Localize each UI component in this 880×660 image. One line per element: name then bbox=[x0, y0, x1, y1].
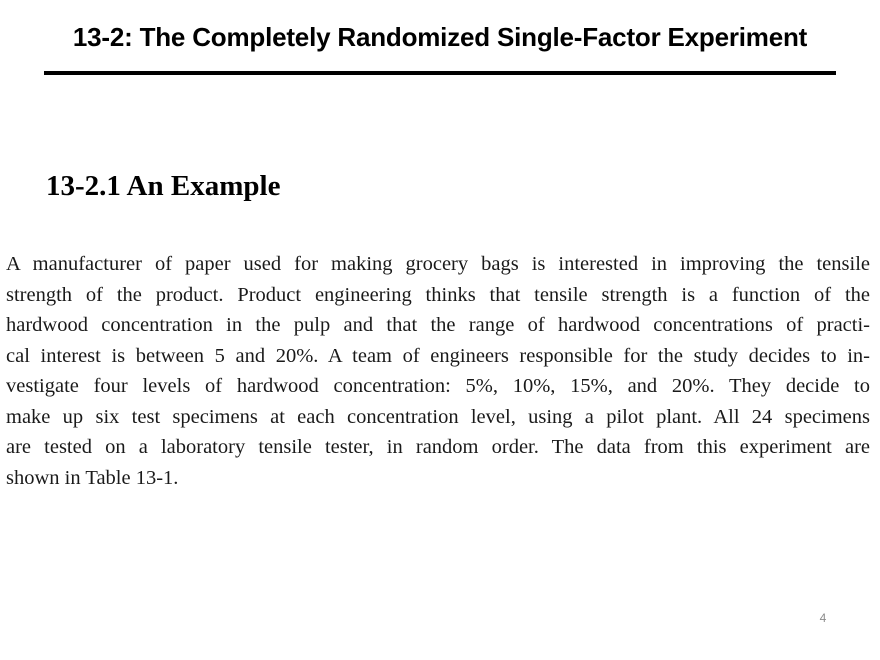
page-number: 4 bbox=[819, 611, 827, 625]
paragraph-line: A manufacturer of paper used for making grocery bags is interested in improving the tensile bbox=[6, 253, 870, 275]
paragraph-line: hardwood concentration in the pulp and that the range of hardwood concentrations of practi- bbox=[6, 314, 870, 336]
paragraph-line: make up six test specimens at each concentration level, using a pilot plant. All 24 specimens bbox=[6, 405, 870, 428]
section-heading: 13-2.1 An Example bbox=[46, 170, 281, 202]
paragraph-line: strength of the product. Product engineering thinks that tensile strength is a function of the bbox=[6, 283, 870, 306]
body-paragraph bbox=[6, 249, 870, 493]
slide-title: 13-2: The Completely Randomized Single-Factor Experiment bbox=[72, 22, 808, 52]
paragraph-line: shown in Table 13-1. bbox=[6, 466, 179, 489]
paragraph-line: cal interest is between 5 and 20%. A team of engineers responsible for the study decides to in- bbox=[6, 344, 870, 367]
paragraph-line: vestigate four levels of hardwood concentration: 5%, 10%, 15%, and 20%. They decide to bbox=[6, 375, 870, 397]
title-underline bbox=[44, 71, 836, 75]
paragraph-line: are tested on a laboratory tensile tester, in random order. The data from this experiment are bbox=[6, 436, 870, 458]
